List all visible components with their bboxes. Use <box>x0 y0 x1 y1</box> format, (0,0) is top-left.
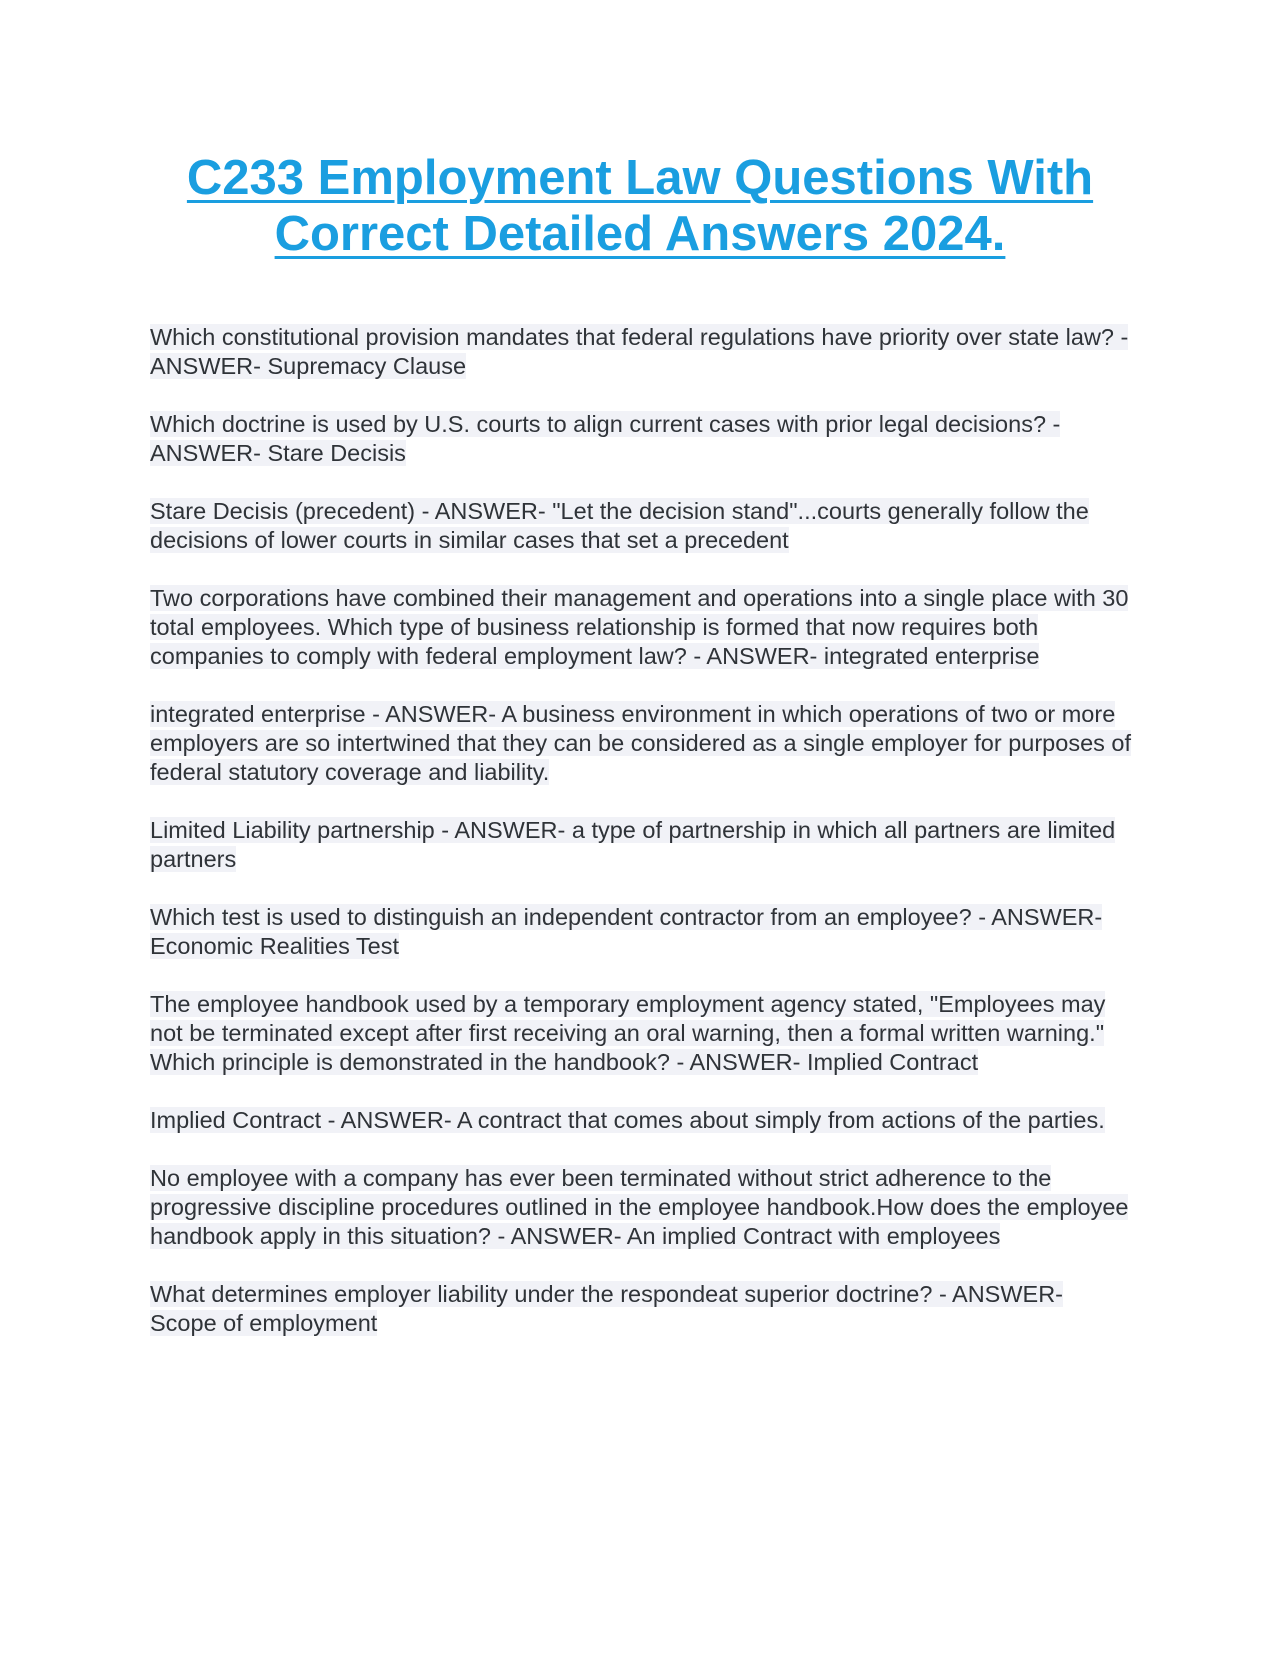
qa-text: Limited Liability partnership - ANSWER- a type of partnership in which all partners are limited partners <box>150 817 1116 872</box>
qa-item <box>150 410 1134 468</box>
qa-item <box>150 1280 1134 1338</box>
document-title <box>100 150 1180 262</box>
qa-text: Which doctrine is used by U.S. courts to align current cases with prior legal decisions? - ANSWER- Stare Decisis <box>150 411 1061 466</box>
qa-item <box>150 990 1134 1077</box>
qa-item <box>150 584 1134 671</box>
qa-item <box>150 323 1134 381</box>
qa-text: Which test is used to distinguish an independent contractor from an employee? - ANSWER- Economic Realities Test <box>150 904 1103 959</box>
qa-text: What determines employer liability under the respondeat superior doctrine? - ANSWER- Scope of employment <box>150 1281 1064 1336</box>
qa-item <box>150 700 1134 787</box>
qa-text: No employee with a company has ever been terminated without strict adherence to the progressive discipline procedures outlined in the employee handbook.How does the employee handbook apply in this situation? - ANSWER- An implied Contract with employees <box>150 1165 1129 1249</box>
qa-text: Stare Decisis (precedent) - ANSWER- "Let the decision stand"...courts generally follow the decisions of lower courts in similar cases that set a precedent <box>150 498 1089 553</box>
qa-text: Two corporations have combined their management and operations into a single place with 30 total employees. Which type of business relationship is formed that now requires both companies to comply with federal employment law? - ANSWER- integrated enterprise <box>150 585 1129 669</box>
qa-text: The employee handbook used by a temporary employment agency stated, "Employees may not be terminated except after first receiving an oral warning, then a formal written warning." Which principle is demonstrated in the handbook? - ANSWER- Implied Contract <box>150 991 1106 1075</box>
qa-item <box>150 1164 1134 1251</box>
qa-item <box>150 497 1134 555</box>
document-title-line-2: Correct Detailed Answers 2024. <box>274 207 1006 261</box>
qa-text: Implied Contract - ANSWER- A contract that comes about simply from actions of the parties. <box>150 1107 1105 1133</box>
qa-item <box>150 1106 1134 1135</box>
qa-text: integrated enterprise - ANSWER- A business environment in which operations of two or more employers are so intertwined that they can be considered as a single employer for purposes of federal statutory coverage and liability. <box>150 701 1132 785</box>
qa-item <box>150 816 1134 874</box>
document-title-line-1: C233 Employment Law Questions With <box>186 151 1094 205</box>
qa-list <box>150 323 1134 1367</box>
qa-item <box>150 903 1134 961</box>
qa-text: Which constitutional provision mandates that federal regulations have priority over state law? - ANSWER- Supremacy Clause <box>150 324 1129 379</box>
